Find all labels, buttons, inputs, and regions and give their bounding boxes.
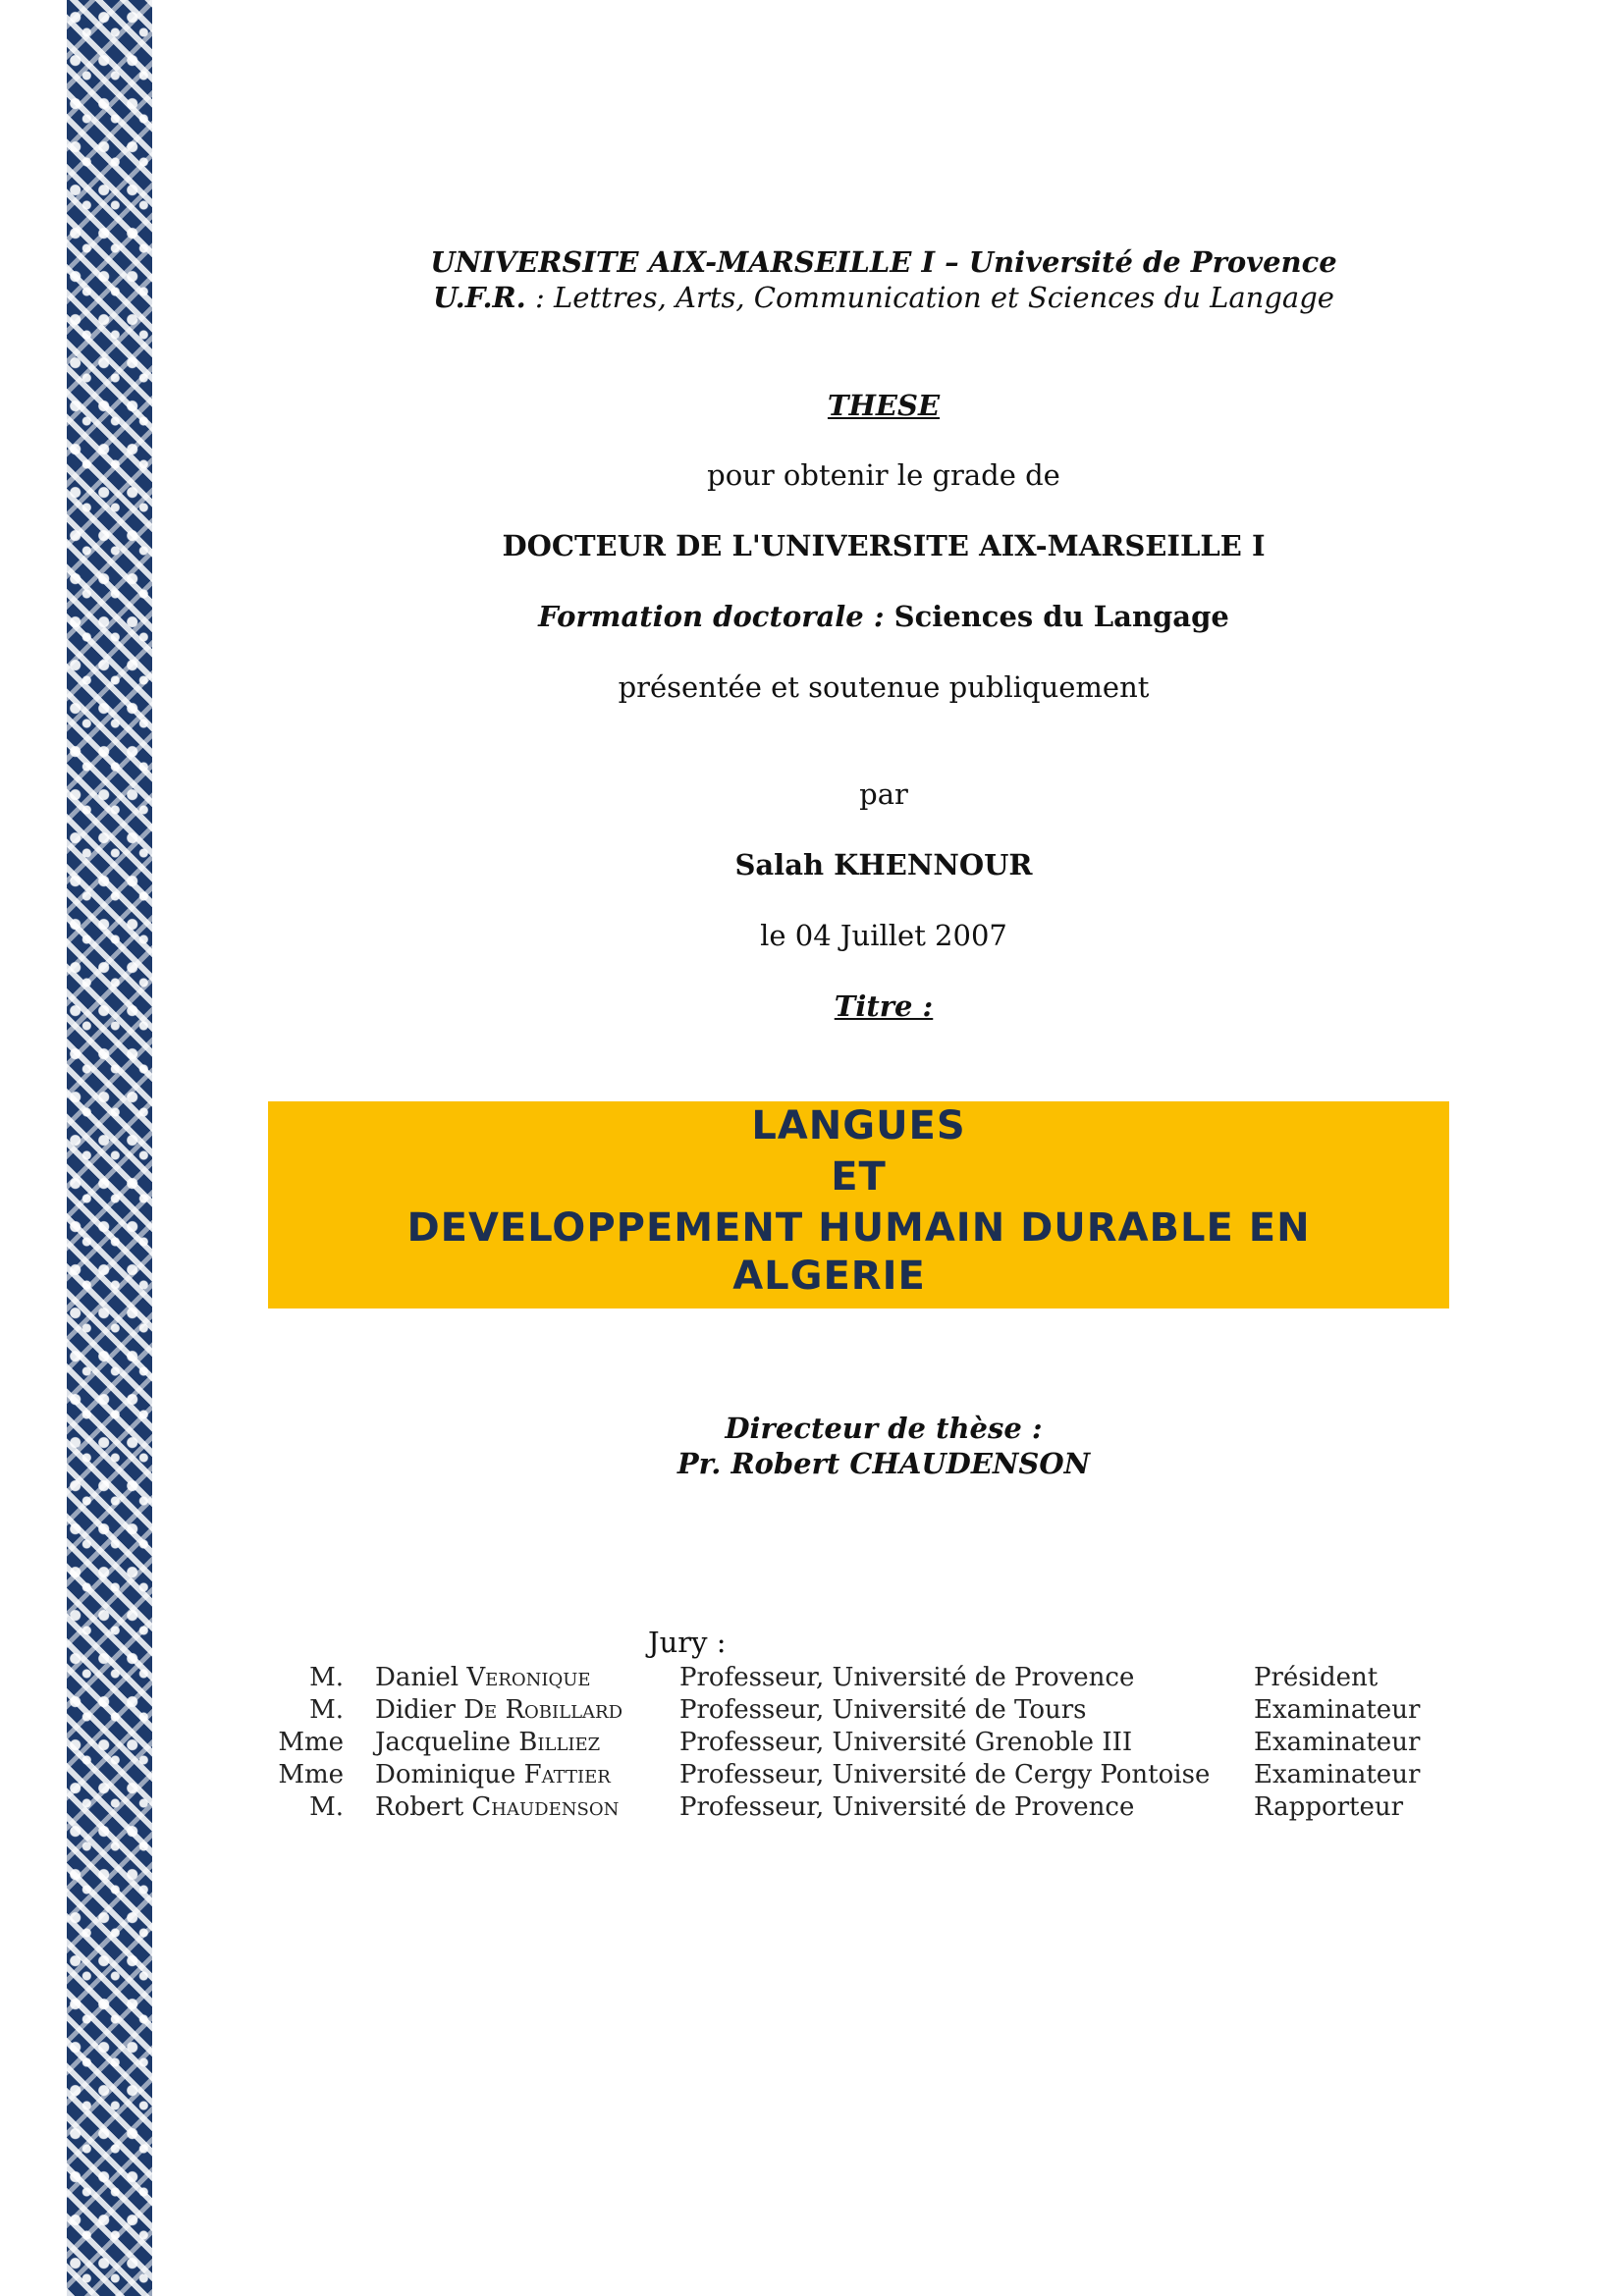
title-label: Titre : — [834, 989, 934, 1023]
jury-role: Rapporteur — [1254, 1792, 1404, 1822]
degree-title: DOCTEUR DE L'UNIVERSITE AIX-MARSEILLE I — [502, 529, 1266, 562]
formation-label: Formation doctorale : — [538, 600, 885, 633]
jury-row — [0, 1663, 1623, 1695]
jury-last-name: Fattier — [523, 1760, 611, 1789]
title-line-4: ALGERIE — [732, 1254, 926, 1299]
jury-name — [375, 1760, 611, 1789]
jury-civility: M. — [309, 1792, 344, 1822]
formation-value: Sciences du Langage — [884, 600, 1229, 633]
jury-first-name: Jacqueline — [375, 1728, 519, 1757]
ufr-label: U.F.R. — [433, 281, 526, 314]
jury-role: Examinateur — [1254, 1695, 1421, 1725]
jury-last-name: De Robillard — [463, 1695, 623, 1725]
jury-name — [375, 1792, 619, 1822]
jury-row — [0, 1728, 1623, 1760]
jury-first-name: Robert — [375, 1792, 472, 1822]
jury-last-name: Chaudenson — [471, 1792, 620, 1822]
title-line-1: LANGUES — [751, 1103, 966, 1148]
jury-row — [0, 1760, 1623, 1792]
jury-civility: Mme — [278, 1728, 344, 1757]
author-name: Salah KHENNOUR — [734, 848, 1033, 881]
formation-line — [157, 600, 1610, 633]
jury-row — [0, 1792, 1623, 1825]
jury-last-name: Veronique — [466, 1663, 591, 1692]
jury-role: Examinateur — [1254, 1728, 1421, 1757]
director-label: Directeur de thèse : — [725, 1412, 1043, 1445]
jury-affiliation: Professeur, Université Grenoble III — [679, 1728, 1133, 1757]
jury-affiliation: Professeur, Université de Provence — [679, 1792, 1135, 1822]
university-name: UNIVERSITE AIX-MARSEILLE I – Université de Provence — [430, 245, 1337, 279]
defense-date: le 04 Juillet 2007 — [760, 919, 1007, 952]
jury-affiliation: Professeur, Université de Tours — [679, 1695, 1087, 1725]
title-line-2: ET — [831, 1154, 887, 1200]
jury-name — [375, 1663, 591, 1692]
by-line: par — [859, 777, 908, 811]
jury-role: Président — [1254, 1663, 1379, 1692]
thesis-type: THESE — [827, 389, 941, 422]
defense-line: présentée et soutenue publiquement — [618, 670, 1150, 704]
jury-first-name: Didier — [375, 1695, 464, 1725]
jury-civility: M. — [309, 1663, 344, 1692]
jury-role: Examinateur — [1254, 1760, 1421, 1789]
jury-civility: M. — [309, 1695, 344, 1725]
jury-name — [375, 1695, 622, 1725]
jury-label: Jury : — [648, 1626, 727, 1659]
jury-affiliation: Professeur, Université de Cergy Pontoise — [679, 1760, 1211, 1789]
decorative-side-band — [67, 0, 152, 2296]
jury-last-name: Billiez — [518, 1728, 601, 1757]
ufr-line — [157, 281, 1610, 314]
jury-name — [375, 1728, 600, 1757]
jury-affiliation: Professeur, Université de Provence — [679, 1663, 1135, 1692]
jury-civility: Mme — [278, 1760, 344, 1789]
jury-row — [0, 1695, 1623, 1728]
title-line-3: DEVELOPPEMENT HUMAIN DURABLE EN — [406, 1205, 1311, 1251]
jury-first-name: Daniel — [375, 1663, 467, 1692]
thesis-purpose: pour obtenir le grade de — [707, 458, 1060, 492]
thesis-title-box — [268, 1101, 1449, 1308]
ufr-text: : Lettres, Arts, Communication et Sciences du Langage — [525, 281, 1334, 314]
director-name: Pr. Robert CHAUDENSON — [676, 1447, 1091, 1480]
jury-first-name: Dominique — [375, 1760, 524, 1789]
